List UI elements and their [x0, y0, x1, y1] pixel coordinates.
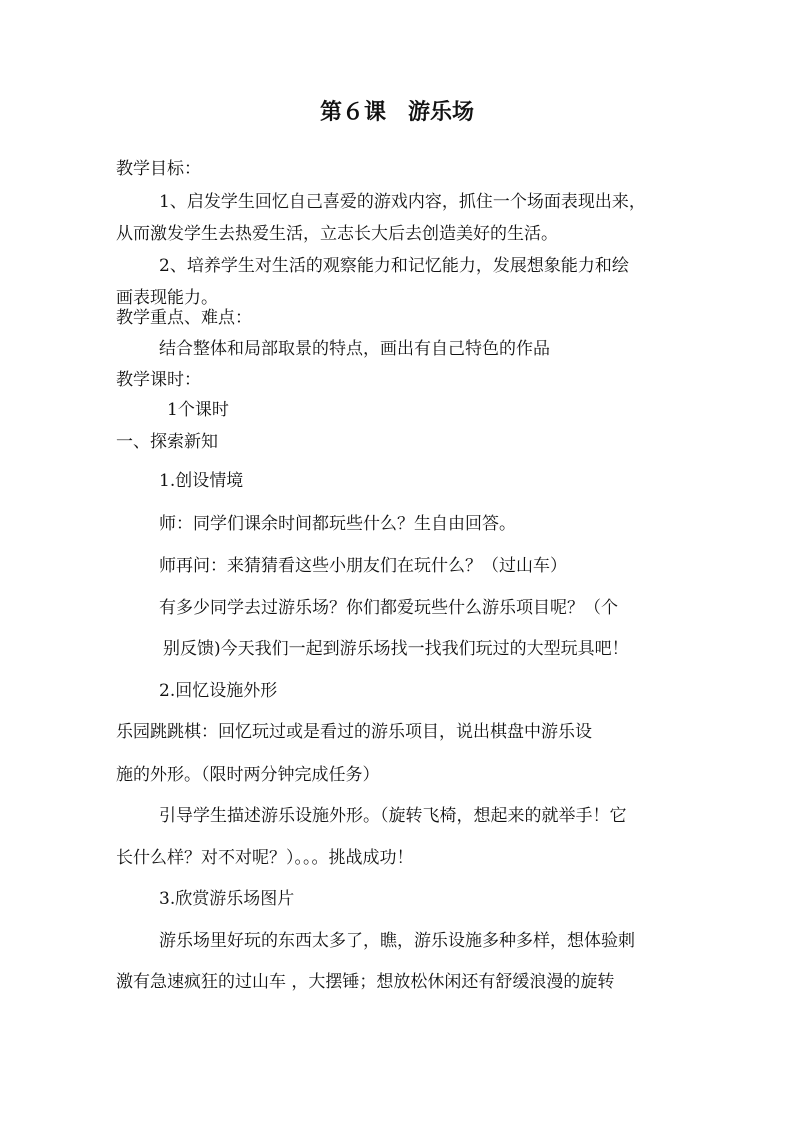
paragraph-line: 别反馈)今天我们一起到游乐场找一找我们玩过的大型玩具吧！ [163, 639, 629, 659]
paragraph-line: 长什么样？对不对呢？）。。。挑战成功！ [116, 848, 414, 868]
paragraph-line: 施的外形。（限时两分钟完成任务） [116, 765, 380, 785]
paragraph-line: 乐园跳跳棋：回忆玩过或是看过的游乐项目，说出棋盘中游乐设 [116, 722, 592, 742]
page-title: 第６课 游乐场 [319, 99, 474, 125]
paragraph-line: 从而激发学生去热爱生活，立志长大后去创造美好的生活。 [116, 224, 558, 244]
paragraph-line: 画表现能力。 [116, 288, 218, 308]
paragraph-line: 有多少同学去过游乐场？你们都爱玩些什么游乐项目呢？（个 [159, 598, 618, 618]
paragraph-line: 激有急速疯狂的过山车 ，大摆锤；想放松休闲还有舒缓浪漫的旋转 [116, 972, 615, 992]
paragraph-line: 师：同学们课余时间都玩些什么？生自由回答。 [159, 514, 516, 534]
paragraph-line: 1、启发学生回忆自己喜爱的游戏内容，抓住一个场面表现出来， [159, 192, 646, 212]
subheading-create-situation: 1.创设情境 [159, 471, 244, 491]
section-heading-key-points: 教学重点、难点： [116, 308, 252, 328]
paragraph-line: 师再问：来猜猜看这些小朋友们在玩什么？（过山车） [159, 556, 567, 576]
subheading-recall-shapes: 2.回忆设施外形 [159, 681, 278, 701]
section-heading-explore: 一、探索新知 [116, 432, 218, 452]
section-heading-objectives: 教学目标： [116, 159, 201, 179]
paragraph-line: 2、培养学生对生活的观察能力和记忆能力，发展想象能力和绘 [159, 256, 629, 276]
paragraph-line: 游乐场里好玩的东西太多了，瞧，游乐设施多种多样，想体验刺 [159, 931, 635, 951]
paragraph-line: 1个课时 [167, 400, 229, 420]
paragraph-line: 引导学生描述游乐设施外形。（旋转飞椅，想起来的就举手！它 [159, 806, 627, 826]
subheading-appreciate-pictures: 3.欣赏游乐场图片 [159, 889, 295, 909]
section-heading-class-hours: 教学课时： [116, 370, 201, 390]
paragraph-line: 结合整体和局部取景的特点，画出有自己特色的作品 [159, 339, 550, 359]
